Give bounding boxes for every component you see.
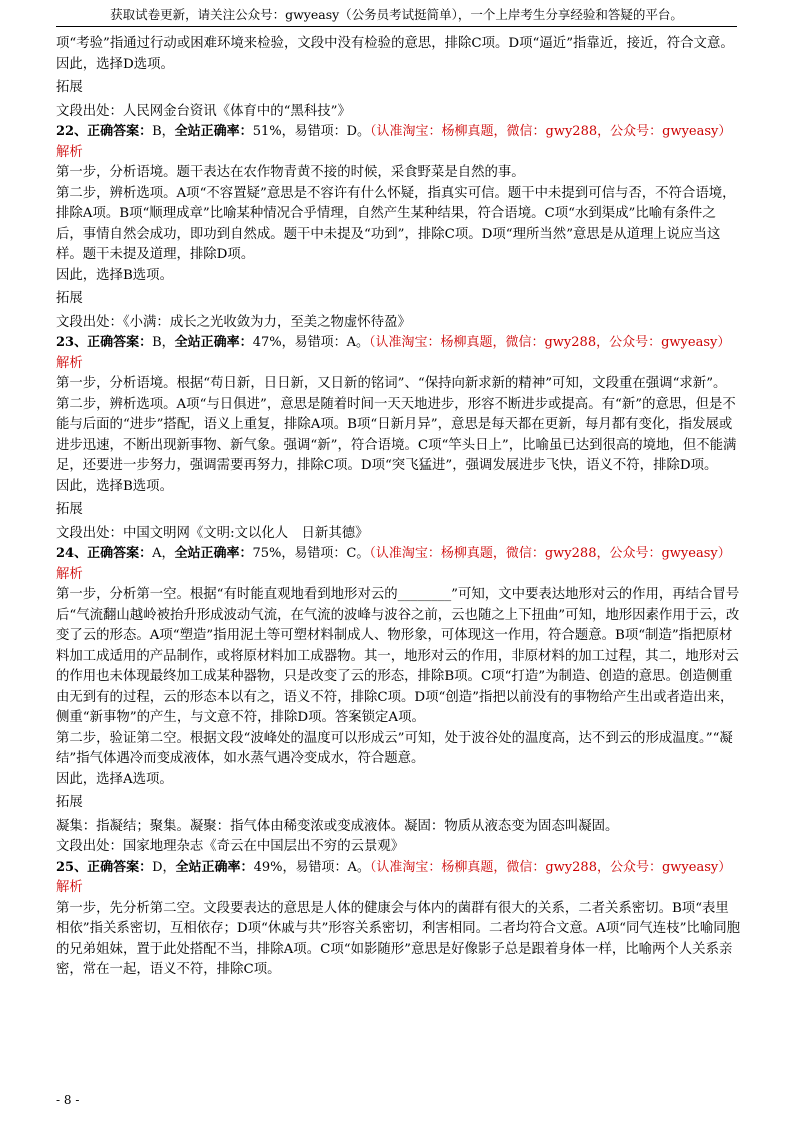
ad-note: （认准淘宝：杨柳真题，微信：gwy288，公众号：gwyeasy） bbox=[370, 124, 732, 139]
paragraph: 第一步，分析语境。根据“苟日新，日日新，又日新的铭词”、“保持向新求新的精神”可知，文段重在强调“求新”。 bbox=[56, 376, 727, 391]
paragraph: 因此，选择D选项。 bbox=[56, 56, 174, 72]
paragraph: 文段出处：国家地理杂志《奇云在中国层出不穷的云景观》 bbox=[56, 839, 405, 854]
header-rule bbox=[56, 26, 737, 27]
paragraph: 凝集：指凝结；聚集。凝聚：指气体由稀变浓或变成液体。凝固：物质从液态变为固态叫凝固。 bbox=[56, 818, 619, 834]
answer-label: 正确答案： bbox=[87, 335, 153, 350]
question-number: 25、 bbox=[56, 859, 88, 875]
analysis-heading: 解析 bbox=[56, 144, 83, 160]
paragraph: 因此，选择B选项。 bbox=[56, 478, 173, 494]
accuracy-label: 全站正确率： bbox=[174, 546, 253, 561]
document-body bbox=[56, 34, 740, 981]
paragraph: 拓展 bbox=[56, 291, 83, 306]
answer-line bbox=[56, 122, 740, 143]
question-number: 23、 bbox=[56, 335, 88, 350]
question-number: 22、 bbox=[56, 124, 88, 139]
ad-note: （认准淘宝：杨柳真题，微信：gwy288，公众号：gwyeasy） bbox=[369, 859, 732, 875]
accuracy-label: 全站正确率： bbox=[174, 124, 253, 139]
accuracy-value: 75%，易错项：C。 bbox=[252, 546, 370, 561]
accuracy-label: 全站正确率： bbox=[174, 335, 253, 350]
paragraph: 文段出处：中国文明网《文明:文以化人 日新其德》 bbox=[56, 525, 369, 541]
answer-line bbox=[56, 333, 740, 354]
paragraph: 第二步，验证第二空。根据文段“波峰处的温度可以形成云”可知，处于波谷处的温度高，达不到云的形成温度。”“凝结”指气体遇冷而变成液体，如水蒸气遇冷变成水，符合题意。 bbox=[56, 730, 733, 766]
paragraph: 第一步，先分析第二空。文段要表达的意思是人体的健康会与体内的菌群有很大的关系，二者关系密切。B项“表里相依”指关系密切，互相依存；D项“休戚与共”形容关系密切，利害相同。二者均符合文意。A项“同气连枝”比喻同胞的兄弟姐妹，置于此处搭配不当，排除A项。C项“如影随形”意思是好像影子总是跟着身体一样，比喻两个人关系亲密，常在一起，语义不符，排除C项。 bbox=[56, 900, 740, 977]
paragraph: 第一步，分析第一空。根据“有时能直观地看到地形对云的________”可知，文中要表达地形对云的作用，再结合冒号后“气流翻山越岭被抬升形成波动气流，在气流的波峰与波谷之前，云也随之上下扭曲”可知，地形因素作用于云，改变了云的形态。A项“塑造”指用泥土等可塑材料制成人、物形象，可体现这一作用，符合题意。B项“制造”指把原材料加工成适用的产品制作，或将原材料加工成器物。其一，地形对云的作用，非原材料的加工过程，其二，地形对云的作用也未体现最终加工成某种器物，只是改变了云的形态，排除B项。C项“打造”为制造、创造的意思。创造侧重由无到有的过程，云的形态本以有之，语义不符，排除C项。D项“创造”指把以前没有的事物给产生出或者造出来，侧重“新事物”的产生，与文意不符，排除D项。答案锁定A项。 bbox=[56, 587, 740, 725]
answer-value: A， bbox=[152, 546, 175, 561]
answer-label: 正确答案： bbox=[87, 859, 153, 875]
paragraph: 因此，选择B选项。 bbox=[56, 267, 173, 283]
paragraph: 文段出处：《小满：成长之光收敛为力，至美之物虚怀待盈》 bbox=[56, 314, 411, 330]
answer-value: D， bbox=[152, 859, 176, 875]
analysis-heading: 解析 bbox=[56, 880, 83, 895]
accuracy-label: 全站正确率： bbox=[175, 859, 254, 875]
page-number: - 8 - bbox=[56, 1093, 80, 1107]
answer-line bbox=[56, 858, 740, 879]
paragraph: 第一步，分析语境。题干表达在农作物青黄不接的时候，采食野菜是自然的事。 bbox=[56, 165, 525, 180]
paragraph: 因此，选择A选项。 bbox=[56, 771, 173, 787]
paragraph: 拓展 bbox=[56, 80, 83, 95]
analysis-heading: 解析 bbox=[56, 355, 83, 371]
paragraph: 拓展 bbox=[56, 502, 83, 517]
page-header: 获取试卷更新，请关注公众号：gwyeasy（公务员考试挺简单），一个上岸考生分享经验和答疑的平台。 bbox=[110, 7, 683, 22]
paragraph: 项“考验”指通过行动或困难环境来检验，文段中没有检验的意思，排除C项。D项“逼近”指靠近，接近，符合文意。 bbox=[56, 36, 734, 51]
answer-value: B， bbox=[152, 335, 175, 350]
answer-line bbox=[56, 544, 740, 565]
question-number: 24、 bbox=[56, 546, 88, 561]
paragraph: 文段出处：人民网金台资讯《体育中的“黑科技”》 bbox=[56, 103, 351, 119]
accuracy-value: 49%，易错项：A。 bbox=[253, 859, 370, 875]
answer-value: B， bbox=[152, 124, 175, 139]
paragraph: 第二步，辨析选项。A项“不容置疑”意思是不容许有什么怀疑，指真实可信。题干中未提到可信与否，不符合语境，排除A项。B项“顺理成章”比喻某种情况合乎情理，自然产生某种结果，符合语境。C项“水到渠成”比喻有条件之后，事情自然会成功，即功到自然成。题干中未提及“功到”，排除C项。D项“理所当然”意思是从道理上说应当这样。题干未提及道理，排除D项。 bbox=[56, 185, 736, 262]
accuracy-value: 47%，易错项：A。 bbox=[252, 335, 369, 350]
answer-label: 正确答案： bbox=[87, 124, 153, 139]
paragraph: 拓展 bbox=[56, 795, 83, 810]
answer-label: 正确答案： bbox=[87, 546, 153, 561]
paragraph: 第二步，辨析选项。A项“与日俱进”，意思是随着时间一天天地进步，形容不断进步或提高。有“新”的意思，但是不能与后面的“进步”搭配，语义上重复，排除A项。B项“日新月异”，意思是每天都在更新，每月都有变化，指发展或进步迅速，不断出现新事物、新气象。强调“新”，符合语境。C项“竿头日上”，比喻虽已达到很高的境地，但不能满足，还要进一步努力，强调需要再努力，排除C项。D项“突飞猛进”，强调发展进步飞快，语义不符，排除D项。 bbox=[56, 396, 737, 473]
accuracy-value: 51%，易错项：D。 bbox=[252, 124, 371, 139]
analysis-heading: 解析 bbox=[56, 566, 83, 582]
ad-note: （认准淘宝：杨柳真题，微信：gwy288，公众号：gwyeasy） bbox=[368, 335, 731, 350]
ad-note: （认准淘宝：杨柳真题，微信：gwy288，公众号：gwyeasy） bbox=[369, 546, 731, 561]
